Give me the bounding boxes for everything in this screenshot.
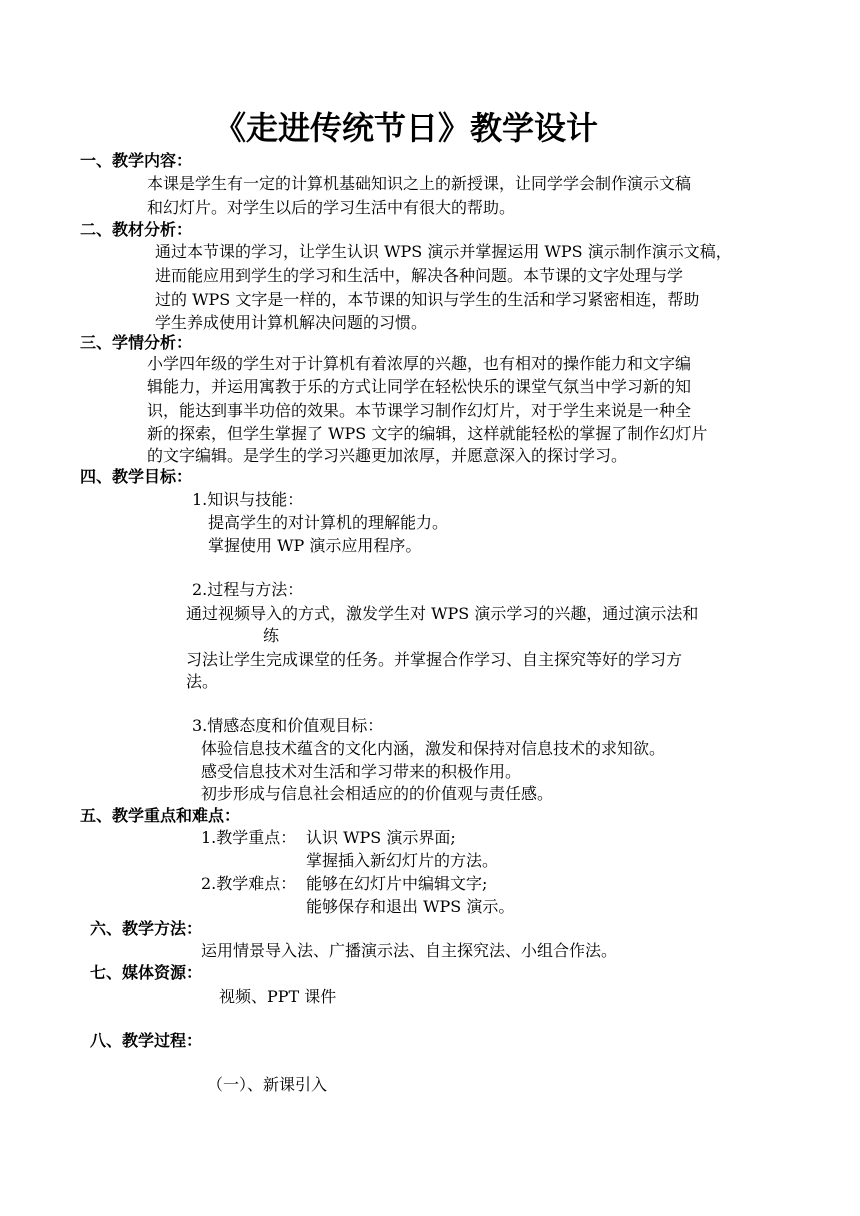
section-students-line: 辑能力，并运用寓教于乐的方式让同学在轻松快乐的课堂气氛当中学习新的知 bbox=[147, 377, 692, 396]
goal-line: 法。 bbox=[186, 672, 219, 691]
focus-label-key: 1.教学重点： bbox=[201, 828, 297, 847]
focus-line: 认识 WPS 演示界面; bbox=[306, 828, 456, 847]
section-heading-students: 三、学情分析： bbox=[80, 333, 193, 352]
goal-line: 感受信息技术对生活和学习带来的积极作用。 bbox=[201, 762, 522, 781]
section-students-line: 的文字编辑。是学生的学习兴趣更加浓厚，并愿意深入的探讨学习。 bbox=[147, 446, 628, 465]
focus-line: 能够在幻灯片中编辑文字; bbox=[306, 874, 488, 893]
section-material-line: 过的 WPS 文字是一样的，本节课的知识与学生的生活和学习紧密相连，帮助 bbox=[155, 290, 700, 309]
document-title: 《走进传统节日》教学设计 bbox=[214, 109, 599, 147]
section-students-line: 小学四年级的学生对于计算机有着浓厚的兴趣，也有相对的操作能力和文字编 bbox=[147, 354, 692, 373]
goal-line: 练 bbox=[263, 626, 280, 645]
media-line: 视频、PPT 课件 bbox=[219, 987, 337, 1006]
section-heading-focus: 五、教学重点和难点： bbox=[80, 806, 241, 825]
section-content-line: 和幻灯片。对学生以后的学习生活中有很大的帮助。 bbox=[147, 198, 516, 217]
section-heading-process: 八、教学过程： bbox=[90, 1031, 203, 1050]
focus-line: 掌握插入新幻灯片的方法。 bbox=[306, 851, 499, 870]
focus-label-difficulty: 2.教学难点： bbox=[201, 874, 297, 893]
section-heading-media: 七、媒体资源： bbox=[90, 963, 203, 982]
goal-label-process: 2.过程与方法： bbox=[192, 580, 304, 599]
section-content-line: 本课是学生有一定的计算机基础知识之上的新授课，让同学学会制作演示文稿 bbox=[147, 174, 692, 193]
methods-line: 运用情景导入法、广播演示法、自主探究法、小组合作法。 bbox=[201, 941, 618, 960]
goal-label-attitude: 3.情感态度和价值观目标： bbox=[192, 716, 384, 735]
section-heading-methods: 六、教学方法： bbox=[90, 919, 203, 938]
section-material-line: 学生养成使用计算机解决问题的习惯。 bbox=[155, 313, 428, 332]
section-heading-material: 二、教材分析： bbox=[80, 220, 193, 239]
goal-line: 习法让学生完成课堂的任务。并掌握合作学习、自主探究等好的学习方 bbox=[186, 650, 683, 669]
goal-label-knowledge: 1.知识与技能： bbox=[192, 490, 304, 509]
section-material-line: 进而能应用到学生的学习和生活中，解决各种问题。本节课的文字处理与学 bbox=[155, 266, 684, 285]
goal-line: 掌握使用 WP 演示应用程序。 bbox=[208, 536, 422, 555]
focus-line: 能够保存和退出 WPS 演示。 bbox=[306, 897, 515, 916]
section-students-line: 识，能达到事半功倍的效果。本节课学习制作幻灯片，对于学生来说是一种全 bbox=[147, 401, 692, 420]
section-students-line: 新的探索，但学生掌握了 WPS 文字的编辑，这样就能轻松的掌握了制作幻灯片 bbox=[147, 424, 708, 443]
goal-line: 提高学生的对计算机的理解能力。 bbox=[208, 513, 449, 532]
section-heading-goals: 四、教学目标： bbox=[80, 467, 193, 486]
section-material-line: 通过本节课的学习，让学生认识 WPS 演示并掌握运用 WPS 演示制作演示文稿， bbox=[155, 242, 732, 261]
section-heading-content: 一、教学内容： bbox=[80, 151, 193, 170]
process-line: （一）、新课引入 bbox=[207, 1075, 328, 1094]
goal-line: 初步形成与信息社会相适应的的价值观与责任感。 bbox=[201, 784, 554, 803]
goal-line: 体验信息技术蕴含的文化内涵，激发和保持对信息技术的求知欲。 bbox=[201, 739, 666, 758]
goal-line: 通过视频导入的方式，激发学生对 WPS 演示学习的兴趣，通过演示法和 bbox=[186, 604, 699, 623]
